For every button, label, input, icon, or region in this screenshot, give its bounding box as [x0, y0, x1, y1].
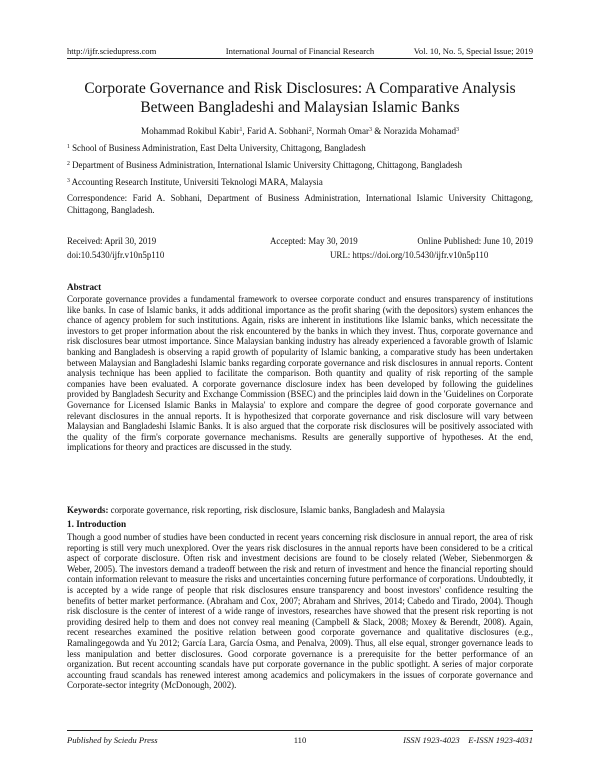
page-number: 110: [293, 735, 307, 745]
accepted-date: Accepted: May 30, 2019: [270, 236, 358, 246]
doi[interactable]: doi:10.5430/ijfr.v10n5p110: [67, 250, 165, 260]
received-date: Received: April 30, 2019: [67, 236, 157, 246]
introduction-text: Though a good number of studies have been conducted in recent years concerning risk disclosure in annual report, the area of risk reporting is still very much unexplored. Over the years risk disclosures in the annual reports have been considered to be a critical aspect of corporate disclosure. Often risk and investment decisions are found to be closely related (Weber, Siebenmorgen & Weber, 2005). The investors demand a tradeoff between the risk and return of investment and hence the financial reporting should contain information relevant to measure the risks and uncertainties concerning future performance of corporations. Undoubtedly, it is accepted by a wide range of people that risk disclosures ensure transparency and boost investors' confidence resulting the benefits of better market performance. (Abraham and Cox, 2007; Abraham and Shrives, 2014; Cabedo and Tirado, 2004). Though risk disclosure is the center of interest of a wide range of investors, researches have showed that the present risk reporting is not providing desired help to them and does not convey real meaning (Campbell & Slack, 2008; Moxey & Berendt, 2008). Again, recent researches examined the positive relation between good corporate governance and qualitative disclosures (e.g., Ramalingegowda and Yu 2012; García Lara, García Osma, and Penalva, 2009). Thus, all else equal, stronger governance leads to less manipulation and better disclosures. Good corporate governance is a prerequisite for the better performance of an organization. But recent accounting scandals have put corporate governance in the public spotlight. A series of major corporate accounting fraud scandals has renewed interest among academics and policymakers in the issues of corporate governance and Corporate-sector integrity (McDonough, 2002).: [67, 532, 533, 691]
volume-info: Vol. 10, No. 5, Special Issue; 2019: [413, 46, 533, 56]
author: Norazida Mohamad$^3$: [383, 126, 459, 136]
abstract-heading: Abstract: [67, 282, 102, 292]
footer-divider: [67, 730, 533, 731]
paper-title: Corporate Governance and Risk Disclosures: A Comparative Analysis Between Bangladeshi and Malaysian Islamic Banks: [84, 80, 516, 116]
affiliation-3: $^3$ Accounting Research Institute, Universiti Teknologi MARA, Malaysia: [67, 177, 323, 187]
doi-url[interactable]: URL: https://doi.org/10.5430/ijfr.v10n5p110: [330, 250, 489, 260]
abstract-text: Corporate governance provides a fundamental framework to oversee corporate conduct and ensures transparency of institutions like banks. In case of Islamic banks, it adds additional importance as the profit sharing (with the depositors) system enhances the chance of agency problem for such institutions. Again, risks are inherent in institutions like Islamic banks, which necessitate the investors to get proper information about the risk encountered by the banks in which they invest. Thus, corporate governance and risk disclosures bear utmost importance. Since Malaysian banking industry has already experienced a favorable growth of Islamic banking and Bangladesh is observing a rapid growth of popularity of Islamic banking, a comparative study has been undertaken between Malaysian and Bangladeshi Islamic banks regarding corporate governance and risk disclosures in annual reports. Content analysis technique has been applied to facilitate the comparison. Both quantity and quality of risk reporting of the sample companies have been evaluated. A corporate governance disclosure index has been developed by following the guidelines provided by Bangladesh Security and Exchange Commission (BSEC) and the principles laid down in the 'Guidelines on Corporate Governance for Licensed Islamic Banks in Malaysia' to explore and compare the degree of good corporate governance and relevant disclosures in the annual reports. It is hypothesized that corporate governance and risk disclosure will vary between Malaysian and Bangladeshi Islamic Banks. It is also argued that the corporate risk disclosures will be positively associated with the quality of the firm's corporate governance mechanisms. Results are generally supportive of hypotheses. At the end, implications for theory and practices are discussed in the study.: [67, 294, 533, 453]
affiliation-2: $^2$ Department of Business Administration, International Islamic University Chittagong, Chittagong, Bangladesh: [67, 160, 463, 170]
journal-name: International Journal of Financial Research: [225, 46, 375, 56]
author: Farid A. Sobhani$^2$,: [246, 126, 317, 136]
keywords-text: corporate governance, risk reporting, risk disclosure, Islamic banks, Bangladesh and Malaysia: [108, 505, 445, 515]
issn: ISSN 1923-4023 E-ISSN 1923-4031: [403, 735, 533, 745]
author: Normah Omar$^3$ &: [316, 126, 384, 136]
author-list: [67, 125, 533, 137]
publisher: Published by Sciedu Press: [67, 735, 158, 745]
header-divider: [67, 58, 533, 59]
affiliation-1: $^1$ School of Business Administration, East Delta University, Chittagong, Bangladesh: [67, 143, 366, 153]
introduction-heading: 1. Introduction: [67, 519, 127, 529]
published-date: Online Published: June 10, 2019: [417, 236, 533, 246]
correspondence: Correspondence: Farid A. Sobhani, Department of Business Administration, International Islamic University Chittagong, Chittagong, Bangladesh.: [67, 193, 533, 215]
running-header: [67, 44, 533, 58]
page-footer: [67, 733, 533, 747]
keywords-label: Keywords:: [67, 505, 109, 515]
keywords: [67, 504, 533, 516]
author: Mohammad Rokibul Kabir$^1$,: [140, 126, 247, 136]
journal-url[interactable]: http://ijfr.sciedupress.com: [67, 46, 157, 56]
